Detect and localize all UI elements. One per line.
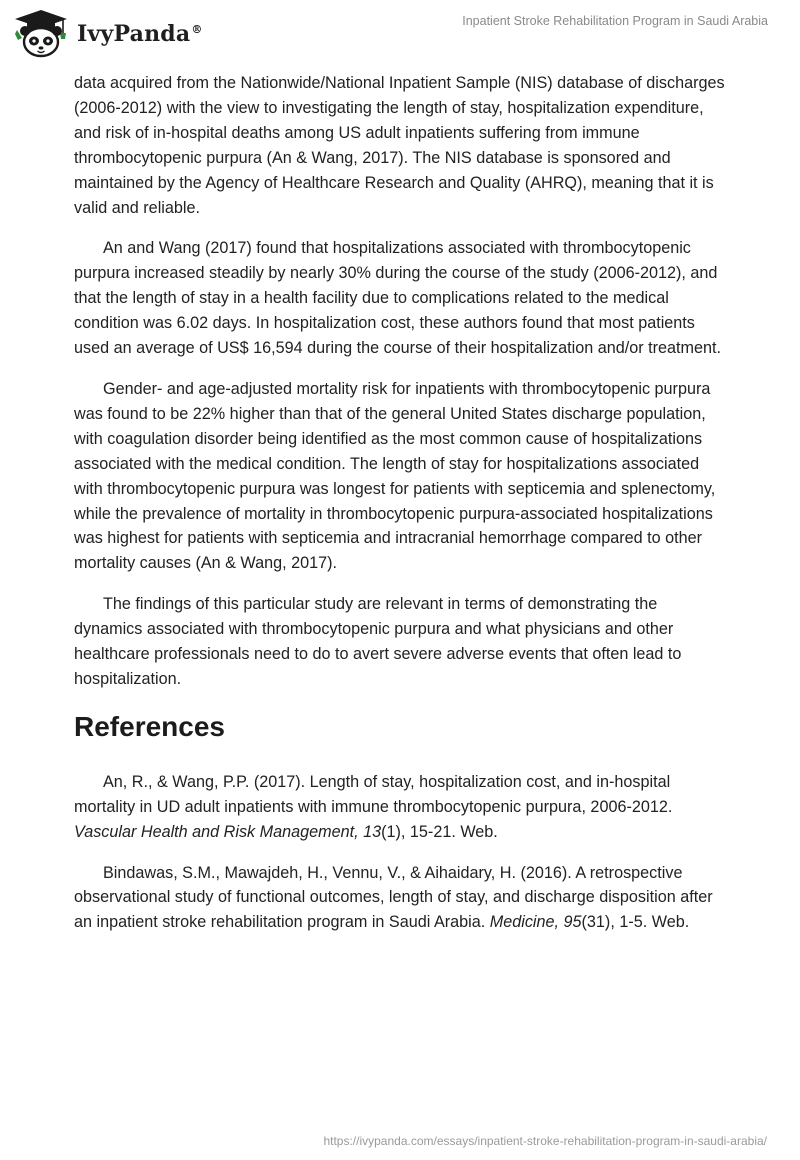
- reference-journal: Medicine, 95: [489, 913, 582, 932]
- reference-text: An, R., & Wang, P.P. (2017). Length of stay, hospitalization cost, and in-hospital mortality in UD adult inpatients with immune thrombocytopenic purpura, 2006-2012.: [74, 772, 673, 816]
- brand-logo[interactable]: [13, 8, 203, 58]
- registered-mark: ®: [191, 22, 203, 36]
- reference-details: (31), 1-5. Web.: [581, 913, 690, 932]
- references-heading: References: [74, 710, 225, 742]
- reference-details: (1), 15-21. Web.: [381, 822, 498, 841]
- body-paragraph: An and Wang (2017) found that hospitalizations associated with thrombocytopenic purpura increased steadily by nearly 30% during the course of the study (2006-2012), and that the length of stay in a health facility due to complications related to the medical condition was 6.02 days. In hospitalization cost, these authors found that most patients used an average of US$ 16,594 during the course of their hospitalization and/or treatment.: [74, 239, 722, 358]
- panda-graduate-icon: [13, 8, 69, 58]
- brand-name: IvyPanda®: [77, 21, 203, 47]
- reference-journal: Vascular Health and Risk Management, 13: [74, 822, 382, 841]
- page-header: [0, 0, 800, 66]
- body-paragraph: The findings of this particular study are relevant in terms of demonstrating the dynamics associated with thrombocytopenic purpura and what physicians and other healthcare professionals need to do to avert severe adverse events that often lead to hospitalization.: [74, 595, 682, 688]
- reference-entry: [74, 770, 728, 845]
- reference-entry: [74, 861, 728, 936]
- document-title: Inpatient Stroke Rehabilitation Program in Saudi Arabia: [462, 14, 768, 28]
- reference-text: Bindawas, S.M., Mawajdeh, H., Vennu, V., & Aihaidary, H. (2016). A retrospective observational study of functional outcomes, length of stay, and discharge disposition after an inpatient stroke rehabilitation program in Saudi Arabia.: [74, 863, 713, 932]
- essay-content: [74, 71, 728, 951]
- body-paragraph: data acquired from the Nationwide/National Inpatient Sample (NIS) database of discharges (2006-2012) with the view to investigating the length of stay, hospitalization expenditure, and risk of in-hospital deaths among US adult inpatients suffering from immune thrombocytopenic purpura (An & Wang, 2017). The NIS database is sponsored and maintained by the Agency of Healthcare Research and Quality (AHRQ), meaning that it is valid and reliable.: [74, 74, 725, 217]
- source-url[interactable]: https://ivypanda.com/essays/inpatient-stroke-rehabilitation-program-in-saudi-arabia/: [323, 1134, 767, 1148]
- body-paragraph: Gender- and age-adjusted mortality risk for inpatients with thrombocytopenic purpura was found to be 22% higher than that of the general United States discharge population, with coagulation disorder being identified as the most common cause of hospitalizations associated with the medical condition. The length of stay for hospitalizations associated with thrombocytopenic purpura was longest for patients with septicemia and splenectomy, while the prevalence of mortality in thrombocytopenic purpura-associated hospitalizations was highest for patients with septicemia and intracranial hemorrhage compared to other mortality causes (An & Wang, 2017).: [74, 379, 716, 573]
